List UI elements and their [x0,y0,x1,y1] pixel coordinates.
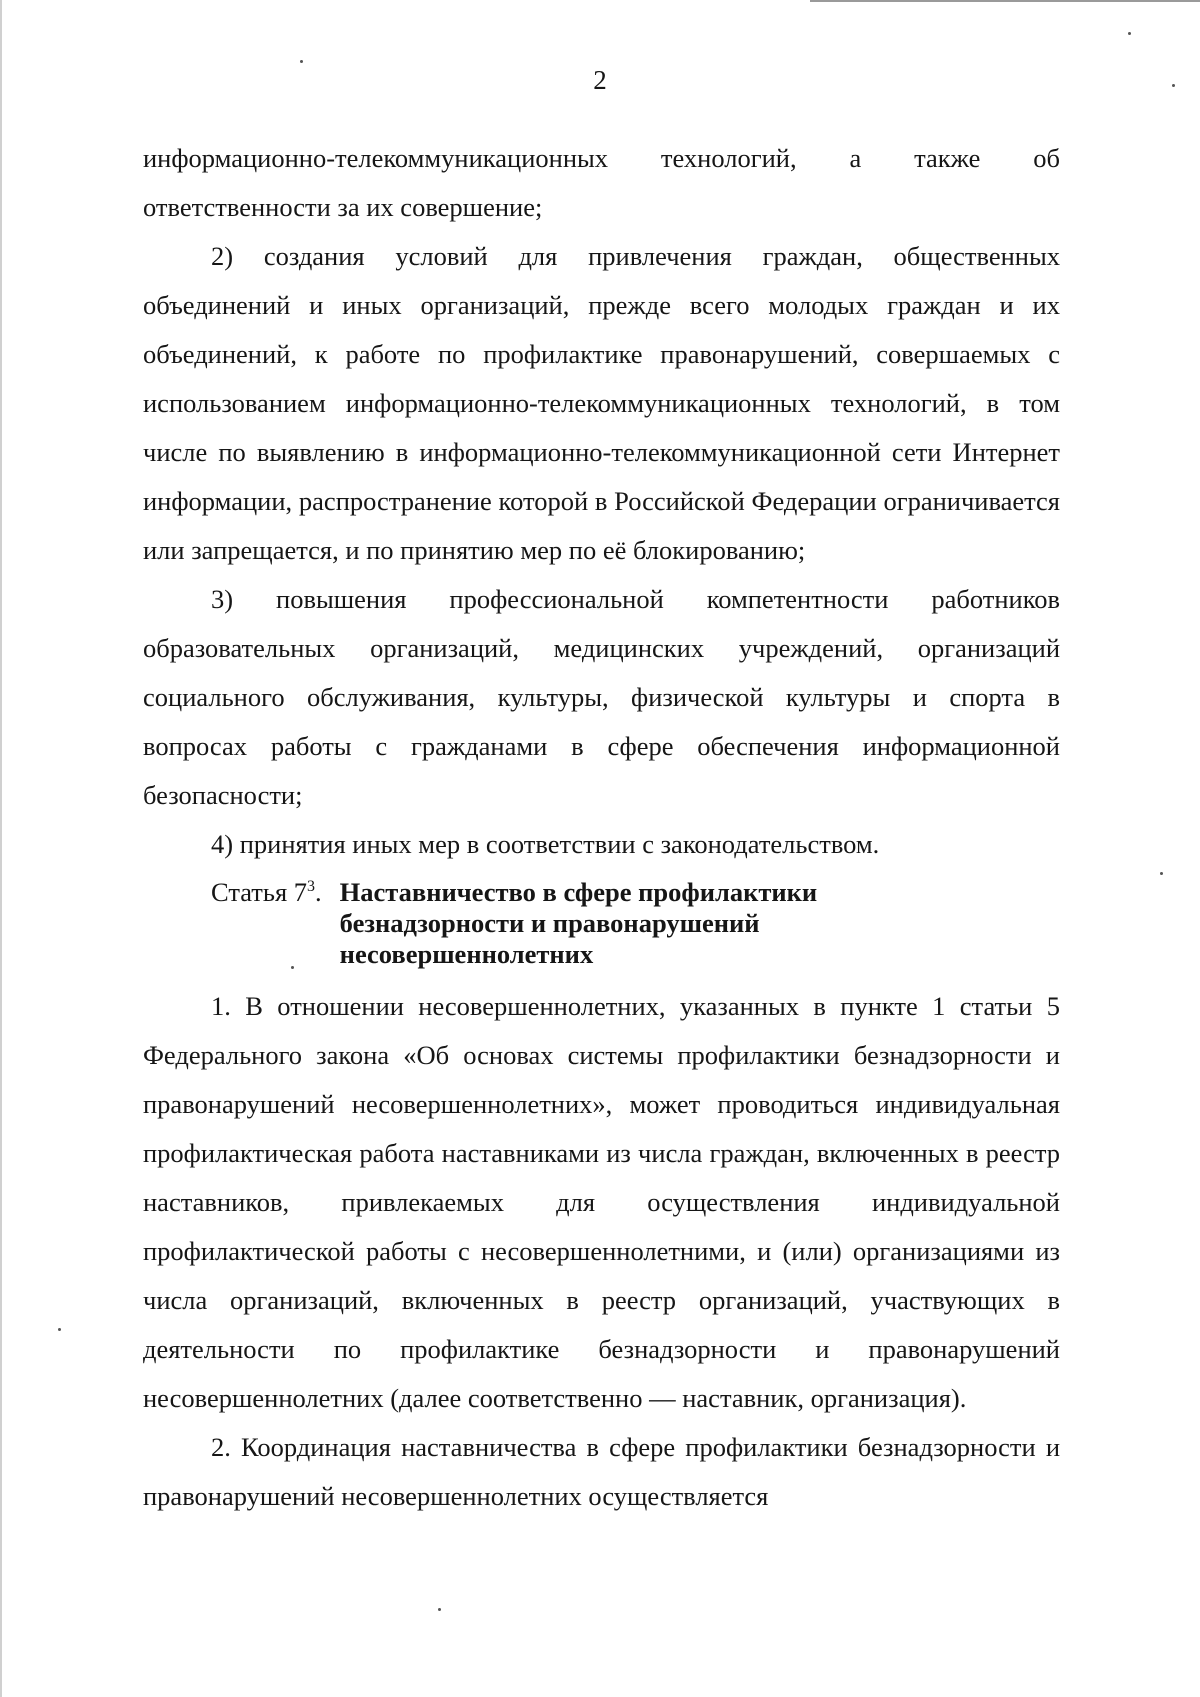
scan-speck [1128,32,1131,35]
article-heading [211,877,1060,970]
list-item-2: 2) создания условий для привлечения граждан, общественных объединений и иных организаций, прежде всего молодых граждан и их объединений, к работе по профилактике правонарушений, совершаемых с использованием информационно-телекоммуникационных технологий, в том числе по выявлению в информационно-телекоммуникационной сети Интернет информации, распространение которой в Российской Федерации ограничивается или запрещается, и по принятию мер по её блокированию; [143,241,1060,565]
document-body [143,134,1060,1521]
scan-speck [58,1328,61,1331]
scan-speck [1160,872,1163,875]
article-number [211,877,340,970]
page-number: 2 [593,65,607,95]
paragraph-continuation: информационно-телекоммуникационных технологий, а также об ответственности за их совершение; [143,143,1060,222]
list-item-4: 4) принятия иных мер в соответствии с законодательством. [211,829,880,859]
article-superscript: 3 [307,878,316,896]
scan-edge-left [0,0,2,1697]
article-title: Наставничество в сфере профилактики безнадзорности и правонарушений несовершеннолетних [339,877,818,969]
article-label-text: Статья 7 [211,877,308,907]
scan-edge-top [810,0,1200,2]
article-paragraph-2: 2. Координация наставничества в сфере профилактики безнадзорности и правонарушений несовершеннолетних осуществляется [143,1432,1060,1511]
list-item-3: 3) повышения профессиональной компетентности работников образовательных организаций, медицинских учреждений, организаций социального обслуживания, культуры, физической культуры и спорта в вопросах работы с гражданами в сфере обеспечения информационной безопасности; [143,584,1060,810]
article-label-dot: . [315,877,322,907]
article-paragraph-1: 1. В отношении несовершеннолетних, указанных в пункте 1 статьи 5 Федерального закона «Об основах системы профилактики безнадзорности и правонарушений несовершеннолетних», может проводиться индивидуальная профилактическая работа наставниками из числа граждан, включенных в реестр наставников, привлекаемых для осуществления индивидуальной профилактической работы с несовершеннолетними, и (или) организациями из числа организаций, включенных в реестр организаций, участвующих в деятельности по профилактике безнадзорности и правонарушений несовершеннолетних (далее соответственно — наставник, организация). [143,991,1060,1413]
scan-speck [438,1608,441,1611]
